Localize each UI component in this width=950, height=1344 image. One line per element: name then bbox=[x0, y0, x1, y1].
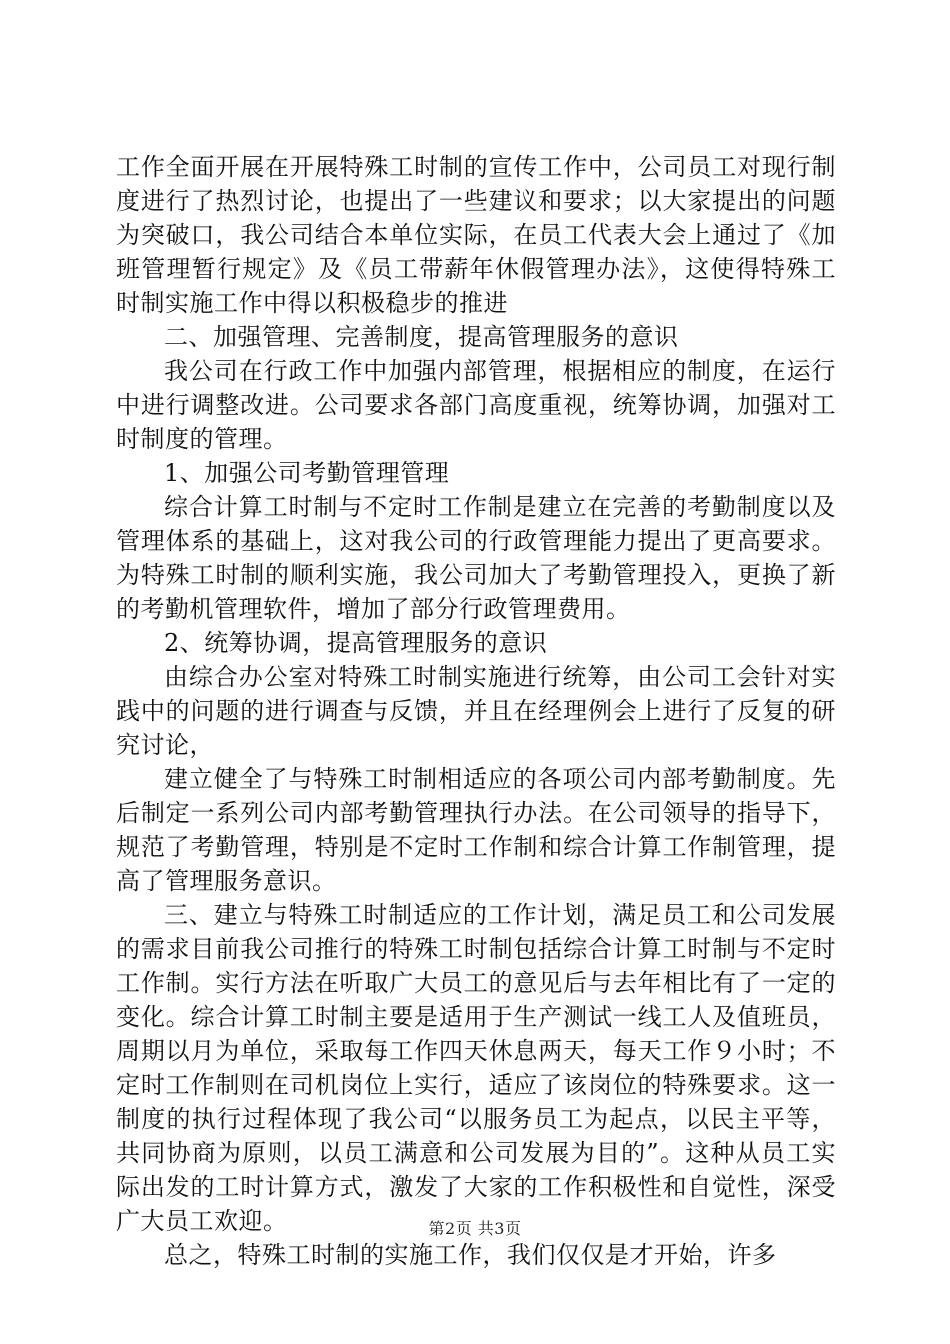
paragraph-5: 综合计算工时制与不定时工作制是建立在完善的考勤制度以及管理体系的基础上，这对我公司的行政管理能力提出了更高要求。为特殊工时制的顺利实施，我公司加大了考勤管理投入，更换了新的考勤机管理软件，增加了部分行政管理费用。 bbox=[116, 493, 836, 623]
page-indicator: 第2页 共3页 bbox=[428, 1219, 522, 1238]
paragraph-3: 我公司在行政工作中加强内部管理，根据相应的制度，在运行中进行调整改进。公司要求各部门高度重视，统筹协调，加强对工时制度的管理。 bbox=[116, 357, 836, 453]
paragraph-7: 由综合办公室对特殊工时制实施进行统筹，由公司工会针对实践中的问题的进行调查与反馈，并且在经理例会上进行了反复的研究讨论， bbox=[116, 663, 836, 759]
paragraph-1: 工作全面开展在开展特殊工时制的宣传工作中，公司员工对现行制度进行了热烈讨论，也提出了一些建议和要求；以大家提出的问题为突破口，我公司结合本单位实际，在员工代表大会上通过了《加班管理暂行规定》及《员工带薪年休假管理办法》，这使得特殊工时制实施工作中得以积极稳步的推进 bbox=[116, 153, 836, 317]
paragraph-9-heading: 三、建立与特殊工时制适应的工作计划，满足员工和公司发展的需求目前我公司推行的特殊工时制包括综合计算工时制与不定时工作制。实行方法在听取广大员工的意见后与去年相比有了一定的变化。综合计算工时制主要是适用于生产测试一线工人及值班员，周期以月为单位，采取每工作四天休息两天，每天工作９小时；不定时工作制则在司机岗位上实行，适应了该岗位的特殊要求。这一制度的执行过程体现了我公司“以服务员工为起点，以民主平等，共同协商为原则，以员工满意和公司发展为目的”。这种从员工实际出发的工时计算方式，激发了大家的工作积极性和自觉性，深受广大员工欢迎。 bbox=[116, 901, 836, 1235]
paragraph-2-heading: 二、加强管理、完善制度，提高管理服务的意识 bbox=[164, 323, 679, 351]
paragraph-8: 建立健全了与特殊工时制相适应的各项公司内部考勤制度。先后制定一系列公司内部考勤管理执行办法。在公司领导的指导下，规范了考勤管理，特别是不定时工作制和综合计算工作制管理，提高了管理服务意识。 bbox=[116, 765, 836, 895]
paragraph-4-subheading: 1、加强公司考勤管理管理 bbox=[164, 459, 450, 487]
document-body bbox=[116, 150, 836, 1272]
paragraph-6-subheading: 2、统筹协调，提高管理服务的意识 bbox=[164, 629, 548, 657]
paragraph-10: 总之，特殊工时制的实施工作，我们仅仅是才开始，许多 bbox=[164, 1241, 777, 1269]
